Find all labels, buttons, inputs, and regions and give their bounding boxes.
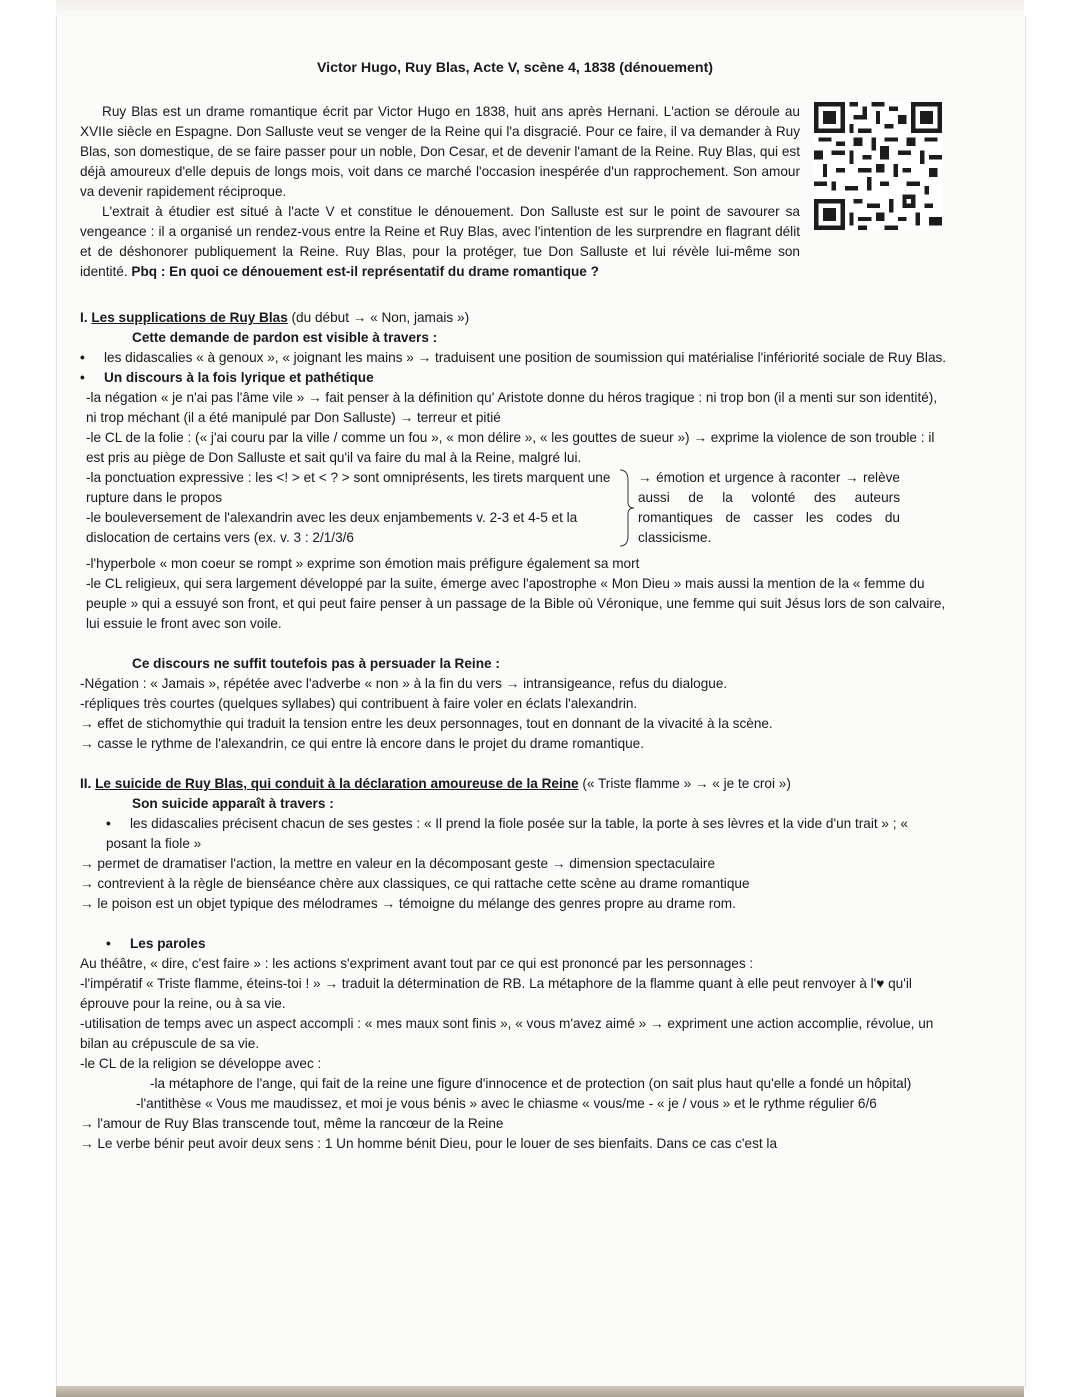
paper-bottom-edge — [56, 1386, 1024, 1397]
section-1-range: (du début → « Non, jamais ») — [291, 310, 470, 325]
religion-cl-point: -le CL de la religion se développe avec : — [80, 1056, 322, 1071]
section-1-number: I. — [80, 310, 88, 325]
dramatiser-point: → permet de dramatiser l'action, la mettre en valeur en la décomposant geste → dimension spectaculaire — [80, 856, 716, 871]
qr-code — [814, 102, 942, 230]
spacer — [80, 914, 950, 934]
bullet-text: les didascalies « à genoux », « joignant les mains » → traduisent une position de soumission qui matérialise l'infériorité sociale de Ruy Blas. — [104, 350, 947, 365]
section-1-bullet-2 — [80, 368, 950, 388]
spacer — [80, 282, 950, 302]
page-top-shadow — [56, 0, 1024, 16]
bullet-dot: • — [80, 350, 85, 365]
intro-paragraph-2 — [80, 202, 800, 282]
stichomythie-point: → effet de stichomythie qui traduit la tension entre les deux personnages, tout en donnant de la vivacité à la scène. — [80, 716, 773, 731]
folie-point: -le CL de la folie : (« j'ai couru par la ville / comme un fou », « mon délire », « les gouttes de sueur ») → exprime la violence de son trouble : il est pris au piège de Don Salluste et sait qu'il va faire du mal à la Reine, malgré lui. — [86, 430, 935, 465]
intro-paragraph-2-text: L'extrait à étudier est situé à l'acte V et constitue le dénouement. Don Salluste est sur le point de savourer sa vengeance : il a organisé un rendez-vous entre la Reine et Ruy Blas, avec l'intention de les surprendre en flagrant délit et de déshonorer publiquement la Reine. Ruy Blas, pour la protéger, tue Don Salluste et lui révèle lui-même son identité. — [80, 204, 800, 279]
bullet-text: Les paroles — [130, 936, 206, 951]
section-1-lead: Cette demande de pardon est visible à travers : — [132, 330, 438, 345]
brace-icon — [616, 468, 638, 554]
section-2-bullet-1 — [80, 814, 950, 854]
bullet-text: Un discours à la fois lyrique et pathétique — [104, 370, 374, 385]
antithese-point: -l'antithèse « Vous me maudissez, et moi je vous bénis » avec le chiasme « vous/me - « je / vous » et le rythme régulier 6/6 — [136, 1096, 877, 1111]
bienseance-point: → contrevient à la règle de bienséance chère aux classiques, ce qui rattache cette scène au drame romantique — [80, 876, 750, 891]
section-2-range: (« Triste flamme » → « je te croi ») — [582, 776, 791, 791]
document-title: Victor Hugo, Ruy Blas, Acte V, scène 4, 1838 (dénouement) — [316, 60, 714, 76]
religion-point: -le CL religieux, qui sera largement développé par la suite, émerge avec l'apostrophe « Mon Dieu » mais aussi la mention de la « femme du peuple » qui a essuyé son front, et qui peut faire penser à un passage de la Bible où Véronique, une femme qui suit Jésus lors de son calvaire, lui essuie le front avec son voile. — [86, 576, 946, 631]
problematic-question: Pbq : En quoi ce dénouement est-il représentatif du drame romantique ? — [131, 264, 599, 279]
hyperbole-point: -l'hyperbole « mon coeur se rompt » exprime son émotion mais préfigure également sa mort — [86, 556, 640, 571]
section-2-title: Le suicide de Ruy Blas, qui conduit à la déclaration amoureuse de la Reine — [95, 776, 579, 791]
ponctuation-point: -la ponctuation expressive : les <! > et < ? > sont omniprésents, les tirets marquent une rupture dans le propos — [86, 470, 611, 505]
bullet-dot: • — [80, 370, 85, 385]
section-2-number: II. — [80, 776, 92, 791]
bullet-dot: • — [106, 816, 111, 831]
benir-point: → Le verbe bénir peut avoir deux sens : 1 Un homme bénit Dieu, pour le louer de ses bienfaits. Dans ce cas c'est la — [80, 1136, 778, 1151]
spacer — [80, 634, 950, 654]
left-column — [86, 468, 616, 554]
intro-paragraph-1: Ruy Blas est un drame romantique écrit par Victor Hugo en 1838, huit ans après Hernani. L'action se déroule au XVIIe siècle en Espagne. Don Salluste veut se venger de la Reine qui l'a disgracié. Pour ce faire, il va demander à Ruy Blas, son domestique, de se faire passer pour un noble, Don Cesar, et de devenir l'amant de la Reine. Ruy Blas, qui est déjà amoureux d'elle depuis de longs mois, voit dans ce marché l'occasion inespérée d'un rapprochement. Son amour va devenir rapidement réciproque. — [80, 104, 800, 199]
section-2-bullet-2 — [80, 934, 950, 954]
ange-point: -la métaphore de l'ange, qui fait de la reine une figure d'innocence et de protection (on sait plus haut qu'elle a fondé un hôpital) — [150, 1076, 912, 1091]
introduction — [80, 102, 950, 282]
bullet-dot: • — [106, 936, 111, 951]
section-1-heading — [80, 308, 950, 328]
bullet-text: les didascalies précisent chacun de ses gestes : « Il prend la fiole posée sur la table, la porte à ses lèvres et la vide d'un trait » ; « posant la fiole » — [106, 816, 908, 851]
right-column: → émotion et urgence à raconter → relève aussi de la volonté des auteurs romantiques de casser les codes du classicisme. — [638, 470, 900, 545]
negation-point: -la négation « je n'ai pas l'âme vile » → fait penser à la définition qu' Aristote donne du héros tragique : ni trop bon (il a menti sur son identité), ni trop méchant (il a été manipulé par Don Salluste) → terreur et pitié — [86, 390, 938, 425]
document-body — [80, 58, 950, 1154]
transcende-point: → l'amour de Ruy Blas transcende tout, même la rancœur de la Reine — [80, 1116, 504, 1131]
section-2-lead: Son suicide apparaît à travers : — [132, 796, 334, 811]
alexandrin-point: -le bouleversement de l'alexandrin avec les deux enjambements v. 2-3 et 4-5 et la dislocation de certains vers (ex. v. 3 : 2/1/3/6 — [86, 510, 578, 545]
ponctuation-alexandrin-block — [86, 468, 950, 554]
imperatif-point: -l'impératif « Triste flamme, éteins-toi ! » → traduit la détermination de RB. La métaphore de la flamme quant à elle peut renvoyer à l'♥ qu'il éprouve pour la reine, ou à sa vie. — [80, 976, 912, 1011]
section-1-bullet-1 — [80, 348, 950, 368]
jamais-point: -Négation : « Jamais », répétée avec l'adverbe « non » à la fin du vers → intransigeance, refus du dialogue. — [80, 676, 728, 691]
section-2-heading — [80, 774, 950, 794]
dire-faire-point: Au théâtre, « dire, c'est faire » : les actions s'expriment avant tout par ce qui est prononcé par les personnages : — [80, 956, 754, 971]
poison-point: → le poison est un objet typique des mélodrames → témoigne du mélange des genres propre au drame rom. — [80, 896, 736, 911]
rythme-point: → casse le rythme de l'alexandrin, ce qui entre là encore dans le projet du drame romantique. — [80, 736, 645, 751]
repliques-point: -répliques très courtes (quelques syllabes) qui contribuent à faire voler en éclats l'alexandrin. — [80, 696, 638, 711]
section-1-lead-2: Ce discours ne suffit toutefois pas à persuader la Reine : — [132, 656, 500, 671]
section-1-title: Les supplications de Ruy Blas — [91, 310, 288, 325]
temps-accompli-point: -utilisation de temps avec un aspect accompli : « mes maux sont finis », « vous m'avez aimé » → expriment une action accomplie, révolue, un bilan au crépuscule de sa vie. — [80, 1016, 934, 1051]
